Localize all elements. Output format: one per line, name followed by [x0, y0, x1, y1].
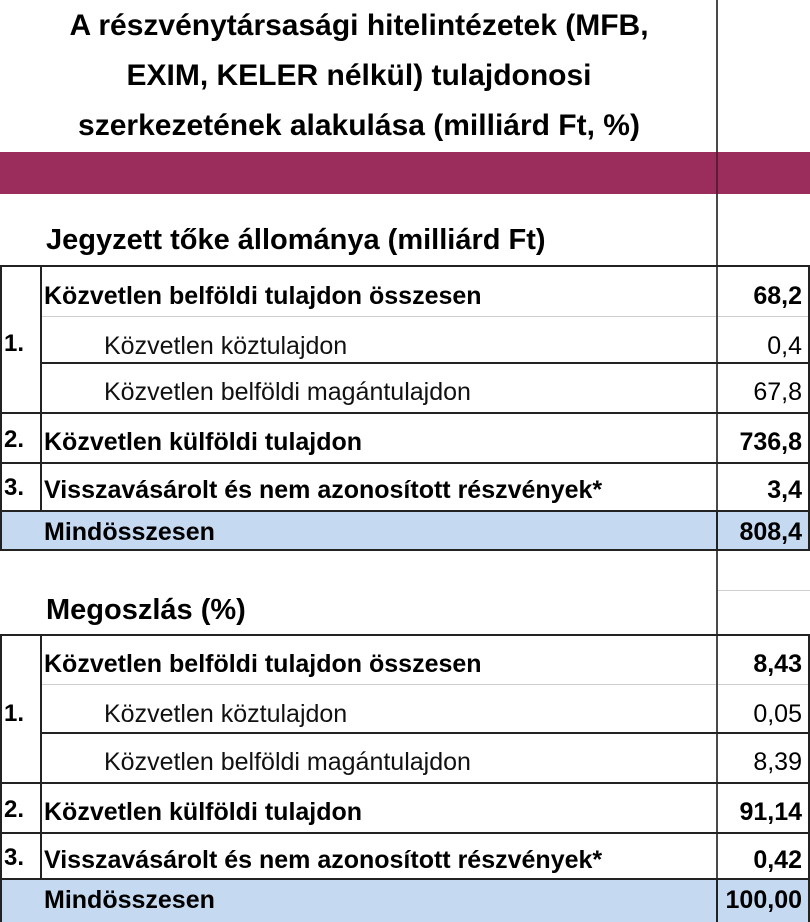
table1-left-border	[0, 265, 2, 550]
header-band-divider	[716, 152, 718, 194]
row-label: Közvetlen belföldi tulajdon összesen	[44, 650, 482, 678]
row-value: 736,8	[739, 428, 802, 456]
row-label: Közvetlen köztulajdon	[104, 700, 348, 728]
row-divider	[0, 782, 810, 784]
row-divider	[0, 832, 810, 834]
row-label: Közvetlen külföldi tulajdon	[44, 798, 363, 826]
title-line-1: A részvénytársasági hitelintézetek (MFB,	[69, 9, 649, 42]
total-value: 808,4	[739, 518, 802, 546]
row-label: Közvetlen külföldi tulajdon	[44, 428, 363, 456]
row-divider	[0, 462, 810, 464]
row-number: 2.	[4, 426, 25, 453]
row-divider	[42, 732, 810, 734]
row-divider	[718, 684, 808, 685]
row-divider	[42, 316, 716, 317]
row-value: 91,14	[739, 798, 802, 826]
row-label: Közvetlen belföldi tulajdon összesen	[44, 282, 482, 310]
total-divider	[716, 880, 718, 922]
table1-bottom-border	[0, 549, 810, 551]
row-value: 0,42	[753, 846, 802, 874]
row-label: Visszavásárolt és nem azonosított részvények*	[44, 476, 603, 504]
row-label: Közvetlen belföldi magántulajdon	[104, 748, 471, 776]
row-divider	[718, 316, 808, 317]
total-divider	[716, 512, 718, 550]
table2-top-border	[0, 634, 810, 636]
row-label: Közvetlen belföldi magántulajdon	[104, 378, 471, 406]
row-number: 2.	[4, 796, 25, 823]
title-line-3: szerkezetének alakulása (milliárd Ft, %)	[78, 109, 640, 142]
table-title	[0, 0, 718, 152]
row-value: 0,4	[767, 332, 802, 360]
row-number: 3.	[4, 844, 25, 871]
row-value: 3,4	[767, 476, 802, 504]
gap-divider	[718, 590, 810, 591]
row-divider	[42, 684, 716, 685]
total-label: Mindösszesen	[44, 886, 215, 914]
row-label: Visszavásárolt és nem azonosított részvények*	[44, 846, 603, 874]
row-number: 1.	[4, 700, 25, 727]
row-number: 1.	[4, 330, 25, 357]
total-label: Mindösszesen	[44, 518, 215, 546]
row-value: 8,39	[753, 748, 802, 776]
row-value: 67,8	[753, 378, 802, 406]
row-divider	[0, 412, 810, 414]
table1-num-divider	[40, 265, 42, 550]
section-title-distribution: Megoszlás (%)	[46, 594, 246, 626]
row-value: 8,43	[753, 650, 802, 678]
row-value: 0,05	[753, 700, 802, 728]
row-number: 3.	[4, 474, 25, 501]
total-value: 100,00	[725, 886, 802, 914]
table1-top-border	[0, 265, 810, 267]
row-divider	[42, 362, 810, 364]
header-band	[0, 152, 810, 194]
row-value: 68,2	[753, 282, 802, 310]
row-label: Közvetlen köztulajdon	[104, 332, 348, 360]
title-line-2: EXIM, KELER nélkül) tulajdonosi	[126, 59, 592, 92]
section-title-capital: Jegyzett tőke állománya (milliárd Ft)	[46, 224, 546, 256]
